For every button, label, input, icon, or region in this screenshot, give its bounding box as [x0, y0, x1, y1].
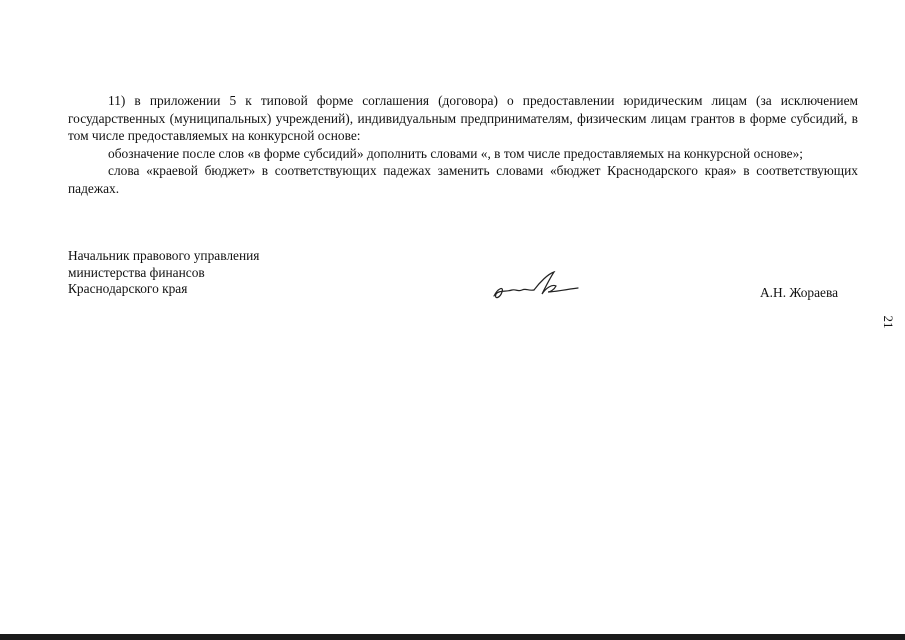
page-number: 21 — [881, 315, 896, 329]
signer-name: А.Н. Жораева — [760, 285, 839, 300]
position-line: Начальник правового управления — [68, 248, 260, 263]
paragraph-designation-amendment: обозначение после слов «в форме субсидий» дополнить словами «, в том числе предоставляемых на конкурсной основе»; — [108, 145, 804, 161]
handwritten-signature — [490, 270, 582, 302]
document-body — [68, 92, 858, 197]
paragraph-budget-replacement: слова «краевой бюджет» в соответствующих падежах заменить словами «бюджет Краснодарского края» в соответствующих падежах. — [68, 163, 858, 196]
position-line: министерства финансов — [68, 264, 205, 280]
paragraph-item-11: 11) в приложении 5 к типовой форме соглашения (договора) о предоставлении юридическим лицам (за исключением государственных (муниципальных) учреждений), индивидуальным предпринимателям, физическим лицам грантов в форме субсидий, в том числе предоставляемых на конкурсной основе: — [68, 93, 858, 143]
signatory-position — [68, 248, 259, 298]
scan-bottom-edge — [0, 634, 905, 640]
position-line: Краснодарского края — [68, 281, 188, 296]
